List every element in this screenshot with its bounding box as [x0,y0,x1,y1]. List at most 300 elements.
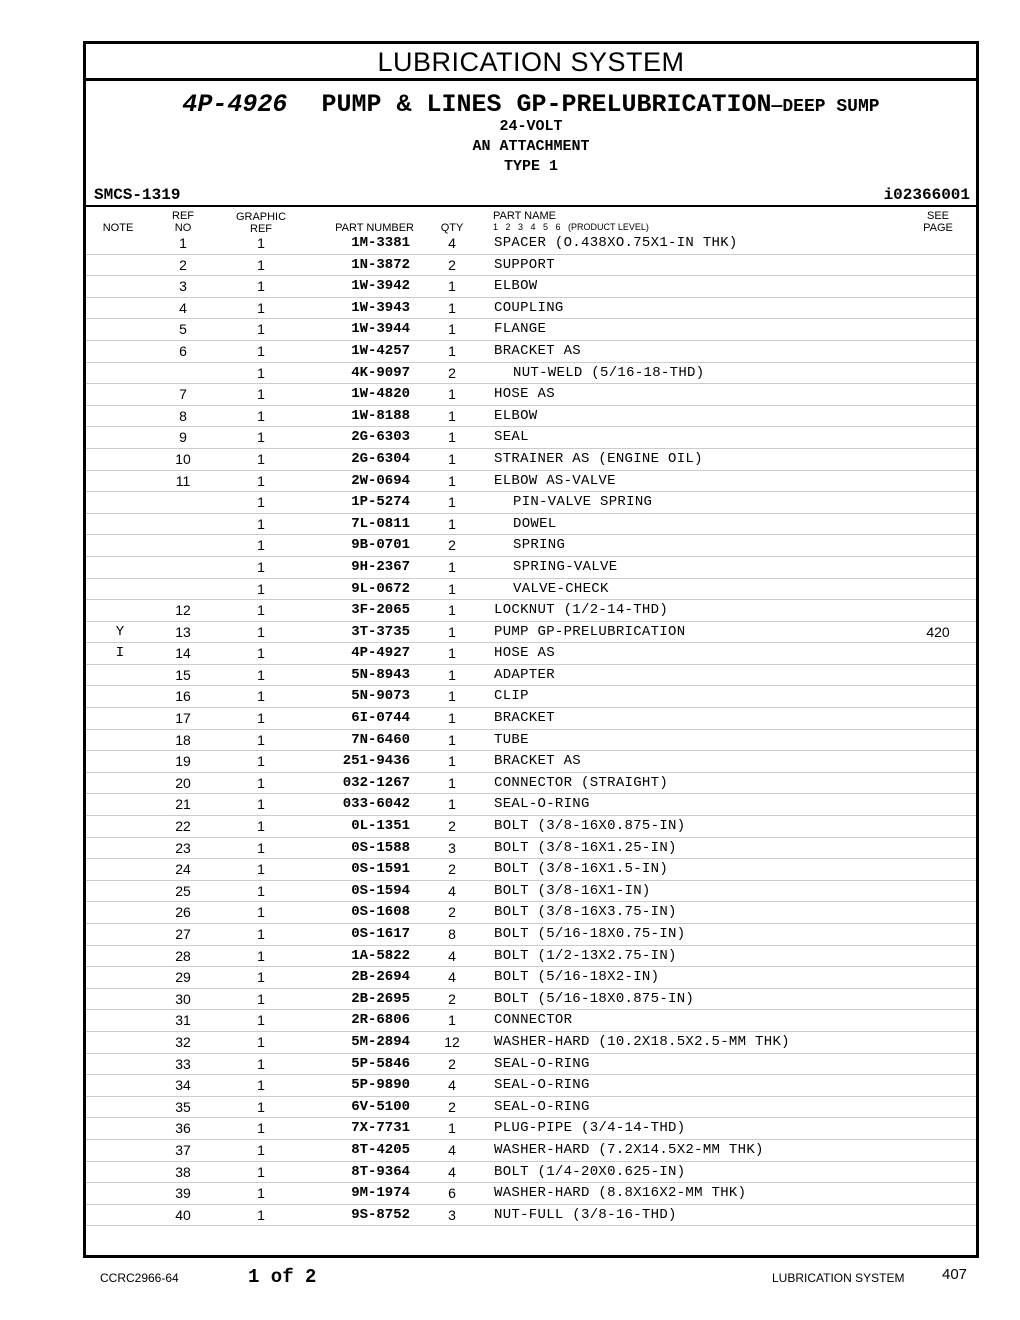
col-see-page-line2: PAGE [923,222,953,234]
cell-graphic-ref: 1 [257,407,265,424]
col-ref-no-line2: NO [174,222,192,234]
table-row [86,665,976,687]
cell-part-number: 0S-1594 [351,882,410,899]
cell-qty: 1 [448,494,456,511]
cell-qty: 1 [448,342,456,359]
table-row [86,1162,976,1184]
cell-part-number: 0S-1617 [351,926,410,942]
cell-ref-no: 7 [179,386,187,403]
cell-ref-no: 38 [175,1163,191,1180]
cell-part-number: 2R-6806 [351,1012,410,1029]
cell-ref-no: 17 [175,710,191,727]
cell-graphic-ref: 1 [257,342,265,359]
cell-part-number: 9L-0672 [351,580,410,597]
cell-part-name: FLANGE [494,321,547,338]
footer-doc-id: CCRC2966-64 [100,1271,179,1285]
footer-page-number: 407 [942,1266,968,1283]
cell-part-name: BOLT (5/16-18X0.875-IN) [494,990,695,1007]
cell-part-number: 6I-0744 [351,710,410,727]
col-ref-no-line1: REF [172,210,194,222]
cell-graphic-ref: 1 [257,386,265,403]
cell-ref-no: 40 [175,1206,191,1223]
cell-ref-no: 24 [175,861,191,878]
table-row [86,363,976,385]
cell-part-name: COUPLING [494,299,564,316]
cell-ref-no: 29 [175,969,191,986]
cell-graphic-ref: 1 [257,926,265,942]
cell-part-name: ELBOW [494,278,538,295]
cell-graphic-ref: 1 [257,796,265,813]
cell-part-name: BOLT (1/4-20X0.625-IN) [494,1163,686,1180]
cell-part-number: 1P-5274 [351,494,410,511]
cell-part-number: 9H-2367 [351,558,410,575]
cell-qty: 4 [448,235,456,251]
table-row [86,406,976,428]
cell-qty: 4 [448,1163,456,1180]
cell-part-number: 7L-0811 [351,515,410,532]
cell-part-number: 1W-4257 [351,342,410,359]
cell-graphic-ref: 1 [257,1206,265,1223]
smcs-code: SMCS-1319 [94,186,181,204]
cell-part-number: 4K-9097 [351,364,410,381]
col-product-level: 1 2 3 4 5 6 (PRODUCT LEVEL) [493,222,649,232]
table-row [86,1010,976,1032]
cell-part-name: ELBOW [494,407,538,424]
cell-part-name: BOLT (3/8-16X1.5-IN) [494,861,669,878]
table-row [86,816,976,838]
cell-part-name: PUMP GP-PRELUBRICATION [494,623,686,640]
cell-part-number: 5P-5846 [351,1055,410,1072]
cell-part-name: HOSE AS [494,645,555,662]
cell-part-number: 3T-3735 [351,623,410,640]
cell-ref-no: 15 [175,666,191,683]
cell-ref-no: 30 [175,990,191,1007]
cell-graphic-ref: 1 [257,1098,265,1115]
cell-qty: 1 [448,278,456,295]
cell-part-number: 5N-8943 [351,666,410,683]
cell-part-number: 1A-5822 [351,947,410,964]
cell-qty: 2 [448,256,456,273]
cell-qty: 1 [448,753,456,770]
table-row [86,535,976,557]
cell-ref-no: 37 [175,1141,191,1158]
cell-ref-no: 33 [175,1055,191,1072]
col-graphic-ref-line2: REF [250,223,272,235]
cell-qty: 1 [448,1012,456,1029]
cell-part-number: 1N-3872 [351,256,410,273]
parts-list [86,233,976,1226]
cell-graphic-ref: 1 [257,645,265,662]
cell-ref-no: 1 [179,235,187,251]
col-part-name: PART NAME [493,210,556,222]
cell-qty: 2 [448,1055,456,1072]
cell-ref-no: 8 [179,407,187,424]
cell-part-name: PIN-VALVE SPRING [513,494,653,511]
cell-see-page: 420 [926,623,950,640]
cell-part-name: BOLT (1/2-13X2.75-IN) [494,947,677,964]
cell-part-name: SPACER (O.438XO.75X1-IN THK) [494,235,738,251]
cell-graphic-ref: 1 [257,235,265,251]
cell-part-number: 4P-4927 [351,645,410,662]
cell-graphic-ref: 1 [257,710,265,727]
cell-part-number: 5M-2894 [351,1033,410,1050]
cell-qty: 2 [448,861,456,878]
table-row [86,1118,976,1140]
cell-part-name: SUPPORT [494,256,555,273]
cell-graphic-ref: 1 [257,256,265,273]
cell-graphic-ref: 1 [257,364,265,381]
cell-part-number: 1W-3942 [351,278,410,295]
cell-part-name: ADAPTER [494,666,555,683]
table-row [86,794,976,816]
cell-note: Y [115,623,125,640]
cell-ref-no: 31 [175,1012,191,1029]
footer-page-of: 1 of 2 [248,1266,317,1288]
cell-graphic-ref: 1 [257,861,265,878]
section-title: LUBRICATION SYSTEM [86,44,976,81]
cell-qty: 1 [448,645,456,662]
cell-qty: 1 [448,731,456,748]
cell-ref-no: 39 [175,1185,191,1202]
cell-ref-no: 12 [175,602,191,619]
cell-graphic-ref: 1 [257,580,265,597]
cell-qty: 1 [448,299,456,316]
table-row [86,902,976,924]
cell-qty: 1 [448,558,456,575]
cell-ref-no: 16 [175,688,191,705]
col-note: NOTE [102,222,134,234]
cell-qty: 1 [448,688,456,705]
cell-ref-no: 2 [179,256,187,273]
cell-part-name: BRACKET AS [494,342,582,359]
cell-ref-no: 25 [175,882,191,899]
table-row [86,384,976,406]
cell-part-name: DOWEL [513,515,557,532]
cell-qty: 1 [448,796,456,813]
cell-part-number: 2B-2695 [351,990,410,1007]
cell-ref-no: 23 [175,839,191,856]
cell-ref-no: 9 [179,429,187,446]
cell-part-name: SEAL-O-RING [494,1055,590,1072]
cell-graphic-ref: 1 [257,731,265,748]
table-row [86,859,976,881]
cell-ref-no: 14 [175,645,191,662]
cell-qty: 2 [448,537,456,554]
cell-part-name: SPRING [513,537,566,554]
cell-part-number: 1W-3943 [351,299,410,316]
cell-graphic-ref: 1 [257,450,265,467]
table-row [86,967,976,989]
cell-part-number: 2G-6303 [351,429,410,446]
cell-graphic-ref: 1 [257,753,265,770]
table-row [86,1054,976,1076]
table-row [86,298,976,320]
cell-qty: 8 [448,926,456,942]
cell-ref-no: 10 [175,450,191,467]
cell-ref-no: 26 [175,904,191,921]
cell-part-name: TUBE [494,731,529,748]
cell-part-name: BOLT (5/16-18X0.75-IN) [494,926,686,942]
cell-qty: 4 [448,1077,456,1094]
cell-ref-no: 35 [175,1098,191,1115]
cell-graphic-ref: 1 [257,515,265,532]
cell-part-number: 9B-0701 [351,537,410,554]
cell-part-number: 8T-9364 [351,1163,410,1180]
cell-graphic-ref: 1 [257,494,265,511]
cell-graphic-ref: 1 [257,947,265,964]
cell-part-name: LOCKNUT (1/2-14-THD) [494,602,669,619]
table-row [86,686,976,708]
table-row [86,276,976,298]
cell-ref-no: 21 [175,796,191,813]
cell-graphic-ref: 1 [257,882,265,899]
cell-qty: 1 [448,515,456,532]
cell-graphic-ref: 1 [257,774,265,791]
table-row [86,773,976,795]
cell-part-name: BOLT (3/8-16X3.75-IN) [494,904,677,921]
table-row [86,1140,976,1162]
header-rule [86,205,976,207]
table-row [86,622,976,644]
table-row [86,1183,976,1205]
cell-note: I [115,645,125,662]
cell-part-number: 1W-8188 [351,407,410,424]
cell-ref-no: 32 [175,1033,191,1050]
cell-graphic-ref: 1 [257,278,265,295]
cell-ref-no: 6 [179,342,187,359]
group-part-number: 4P-4926 [182,90,288,119]
cell-qty: 1 [448,321,456,338]
table-row [86,514,976,536]
table-row [86,319,976,341]
cell-part-number: 1W-4820 [351,386,410,403]
table-row [86,730,976,752]
footer-section: LUBRICATION SYSTEM [772,1271,905,1285]
table-row [86,989,976,1011]
cell-part-number: 0S-1608 [351,904,410,921]
cell-ref-no: 22 [175,818,191,835]
cell-graphic-ref: 1 [257,688,265,705]
cell-part-name: SEAL [494,429,529,446]
cell-graphic-ref: 1 [257,818,265,835]
cell-qty: 3 [448,1206,456,1223]
cell-graphic-ref: 1 [257,429,265,446]
cell-ref-no: 34 [175,1077,191,1094]
cell-graphic-ref: 1 [257,321,265,338]
cell-ref-no: 20 [175,774,191,791]
cell-graphic-ref: 1 [257,969,265,986]
group-name: PUMP & LINES GP-PRELUBRICATION [321,90,772,119]
cell-ref-no: 18 [175,731,191,748]
cell-ref-no: 27 [175,926,191,942]
cell-part-number: 2W-0694 [351,472,410,489]
cell-part-name: ELBOW AS-VALVE [494,472,616,489]
col-see-page-line1: SEE [926,210,949,222]
cell-part-number: 0S-1591 [351,861,410,878]
cell-qty: 4 [448,882,456,899]
cell-ref-no: 5 [179,321,187,338]
cell-qty: 4 [448,947,456,964]
cell-graphic-ref: 1 [257,1012,265,1029]
cell-part-name: VALVE-CHECK [513,580,609,597]
cell-part-name: BRACKET AS [494,753,582,770]
table-row [86,341,976,363]
cell-graphic-ref: 1 [257,537,265,554]
cell-qty: 1 [448,407,456,424]
cell-part-name: PLUG-PIPE (3/4-14-THD) [494,1120,686,1137]
col-qty: QTY [440,222,464,234]
col-ref-no [162,210,204,234]
cell-graphic-ref: 1 [257,1163,265,1180]
cell-part-number: 9S-8752 [351,1206,410,1223]
cell-part-name: WASHER-HARD (10.2X18.5X2.5-MM THK) [494,1033,790,1050]
cell-part-name: CONNECTOR (STRAIGHT) [494,774,669,791]
parts-page-frame [83,41,979,1258]
col-graphic-ref-line1: GRAPHIC [235,211,287,223]
cell-qty: 2 [448,1098,456,1115]
cell-qty: 1 [448,429,456,446]
cell-part-name: NUT-WELD (5/16-18-THD) [513,364,705,381]
cell-part-number: 1M-3381 [351,235,410,251]
cell-qty: 1 [448,710,456,727]
cell-qty: 1 [448,666,456,683]
cell-qty: 1 [448,623,456,640]
table-row [86,1075,976,1097]
cell-part-name: CONNECTOR [494,1012,573,1029]
cell-graphic-ref: 1 [257,1141,265,1158]
subtitle-line-attachment: AN ATTACHMENT [472,138,590,155]
cell-ref-no: 11 [175,472,191,489]
cell-part-number: 0S-1588 [351,839,410,856]
cell-part-number: 2B-2694 [351,969,410,986]
cell-ref-no: 36 [175,1120,191,1137]
cell-ref-no: 3 [179,278,187,295]
table-row [86,881,976,903]
table-row [86,492,976,514]
group-title [86,90,976,119]
table-row [86,471,976,493]
cell-part-name: WASHER-HARD (8.8X16X2-MM THK) [494,1185,747,1202]
table-row [86,838,976,860]
subtitle-line-type: TYPE 1 [503,158,558,175]
table-row [86,1097,976,1119]
cell-qty: 1 [448,386,456,403]
cell-part-name: WASHER-HARD (7.2X14.5X2-MM THK) [494,1141,764,1158]
subtitle-line-voltage: 24-VOLT [499,118,563,135]
cell-part-number: 033-6042 [342,796,410,813]
cell-graphic-ref: 1 [257,990,265,1007]
table-row [86,579,976,601]
cell-qty: 1 [448,450,456,467]
cell-part-number: 032-1267 [342,774,410,791]
table-row [86,708,976,730]
cell-part-number: 7X-7731 [351,1120,410,1137]
cell-qty: 1 [448,774,456,791]
cell-part-number: 1W-3944 [351,321,410,338]
cell-part-name: BOLT (3/8-16X1.25-IN) [494,839,677,856]
cell-graphic-ref: 1 [257,1077,265,1094]
cell-ref-no: 28 [175,947,191,964]
cell-part-number: 0L-1351 [351,818,410,835]
cell-ref-no: 4 [179,299,187,316]
cell-part-name: HOSE AS [494,386,555,403]
cell-part-name: SEAL-O-RING [494,796,590,813]
cell-qty: 1 [448,472,456,489]
cell-qty: 3 [448,839,456,856]
cell-graphic-ref: 1 [257,839,265,856]
cell-part-name: BOLT (3/8-16X0.875-IN) [494,818,686,835]
cell-graphic-ref: 1 [257,904,265,921]
table-row [86,557,976,579]
cell-qty: 2 [448,990,456,1007]
table-row [86,255,976,277]
cell-graphic-ref: 1 [257,623,265,640]
table-row [86,1205,976,1227]
cell-part-number: 7N-6460 [351,731,410,748]
cell-qty: 2 [448,364,456,381]
cell-graphic-ref: 1 [257,1055,265,1072]
cell-part-name: SEAL-O-RING [494,1077,590,1094]
cell-graphic-ref: 1 [257,1120,265,1137]
cell-qty: 2 [448,818,456,835]
cell-qty: 1 [448,602,456,619]
cell-graphic-ref: 1 [257,299,265,316]
table-row [86,600,976,622]
cell-part-name: SPRING-VALVE [513,558,618,575]
group-name-suffix: DEEP SUMP [782,97,880,117]
col-part-number: PART NUMBER [335,222,414,234]
cell-qty: 4 [448,969,456,986]
cell-qty: 1 [448,1120,456,1137]
cell-qty: 1 [448,580,456,597]
table-row [86,643,976,665]
cell-part-number: 6V-5100 [351,1098,410,1115]
col-graphic-ref [228,211,294,235]
table-row [86,924,976,946]
cell-part-number: 8T-4205 [351,1141,410,1158]
table-row [86,233,976,255]
cell-qty: 4 [448,1141,456,1158]
cell-part-name: BOLT (3/8-16X1-IN) [494,882,651,899]
cell-part-number: 5N-9073 [351,688,410,705]
illustration-id: i02366001 [883,186,970,204]
table-row [86,427,976,449]
cell-part-name: SEAL-O-RING [494,1098,590,1115]
cell-part-number: 3F-2065 [351,602,410,619]
table-row [86,449,976,471]
cell-part-name: STRAINER AS (ENGINE OIL) [494,450,703,467]
cell-part-number: 251-9436 [342,753,410,770]
cell-part-number: 9M-1974 [351,1185,410,1202]
table-row [86,751,976,773]
cell-ref-no: 19 [175,753,191,770]
cell-part-name: BOLT (5/16-18X2-IN) [494,969,660,986]
cell-graphic-ref: 1 [257,472,265,489]
cell-part-name: NUT-FULL (3/8-16-THD) [494,1206,677,1223]
cell-graphic-ref: 1 [257,1033,265,1050]
cell-qty: 12 [444,1033,460,1050]
cell-graphic-ref: 1 [257,1185,265,1202]
table-row [86,946,976,968]
cell-ref-no: 13 [175,623,191,640]
cell-part-number: 5P-9890 [351,1077,410,1094]
cell-part-name: CLIP [494,688,529,705]
cell-qty: 6 [448,1185,456,1202]
cell-graphic-ref: 1 [257,602,265,619]
cell-graphic-ref: 1 [257,666,265,683]
cell-part-number: 2G-6304 [351,450,410,467]
cell-part-name: BRACKET [494,710,555,727]
